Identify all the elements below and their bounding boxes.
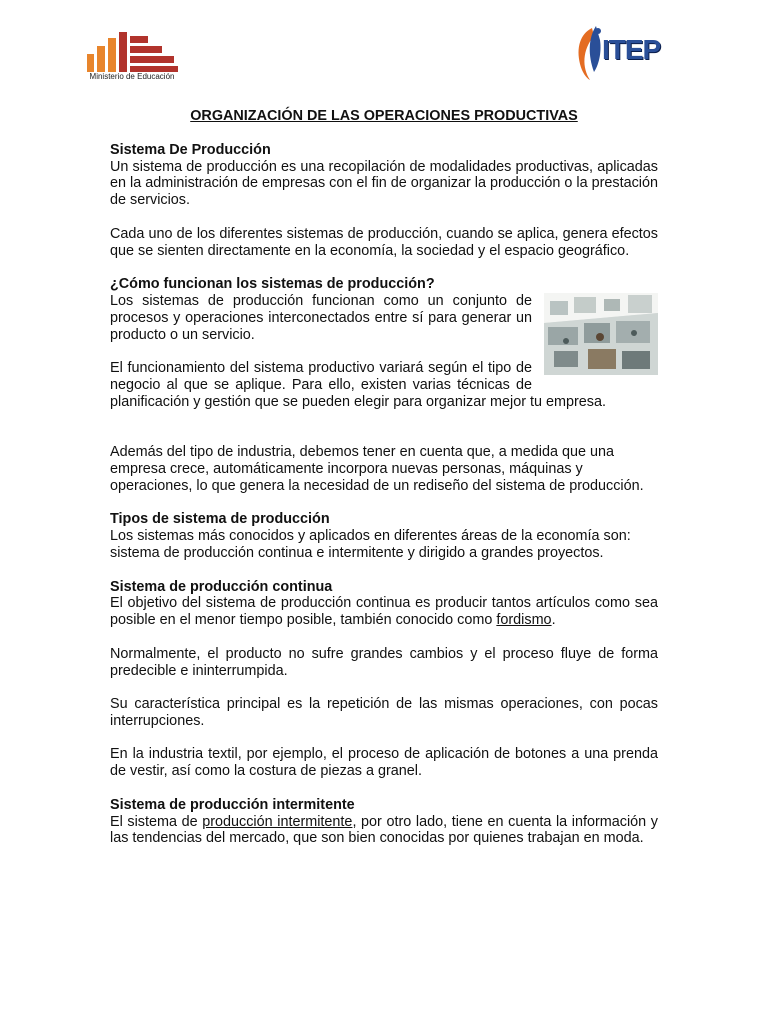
paragraph: En la industria textil, por ejemplo, el proceso de aplicación de botones a una prenda de vestir, así como la costura de piezas a granel.: [110, 746, 658, 780]
produccion-intermitente-link[interactable]: producción intermitente: [202, 813, 353, 830]
paragraph: Normalmente, el producto no sufre grandes cambios y el proceso fluye de forma predecible e ininterrumpida.: [110, 645, 658, 679]
paragraph: Un sistema de producción es una recopilación de modalidades productivas, aplicadas en la administración de empresas con el fin de organizar la producción o la prestación de servicios.: [110, 158, 658, 209]
heading-produccion-continua: Sistema de producción continua: [110, 578, 333, 595]
paragraph: Los sistemas de producción funcionan como un conjunto de procesos y operaciones interconectados entre sí para generar un producto o un servicio.: [110, 292, 532, 343]
paragraph: El objetivo del sistema de producción continua es producir tantos artículos como sea posible en el menor tiempo posible, también conocido como fordismo.: [110, 595, 658, 629]
heading-como-funcionan: ¿Cómo funcionan los sistemas de producción?: [110, 276, 435, 293]
heading-produccion-intermitente: Sistema de producción intermitente: [110, 796, 355, 813]
ministerio-caption: Ministerio de Educación: [89, 72, 175, 81]
paragraph: Los sistemas más conocidos y aplicados en diferentes áreas de la economía son: sistema de producción continua e intermitente y dirigido a grandes proyectos.: [110, 528, 631, 561]
document-title: ORGANIZACIÓN DE LAS OPERACIONES PRODUCTIVAS: [190, 108, 578, 124]
itep-wordmark: ITEP: [602, 34, 661, 65]
paragraph: El funcionamiento del sistema productivo variará según el tipo de negocio al que se aplique. Para ello, existen varias técnicas de planificación y gestión que se pueden elegir para organizar mejor tu empresa.: [110, 360, 606, 410]
heading-tipos-sistema: Tipos de sistema de producción: [110, 511, 330, 528]
paragraph: Cada uno de los diferentes sistemas de producción, cuando se aplica, genera efectos que se sienten directamente en la economía, la sociedad y el espacio geográfico.: [110, 225, 658, 259]
paragraph: Además del tipo de industria, debemos tener en cuenta que, a medida que una empresa crece, automáticamente incorpora nuevas personas, máquinas y operaciones, lo que genera la necesidad de un rediseño del sistema de producción.: [110, 444, 644, 494]
ministerio-bars-icon: [85, 32, 179, 72]
document-body: [110, 108, 658, 864]
paragraph: Su característica principal es la repetición de las mismas operaciones, con pocas interrupciones.: [110, 696, 658, 729]
paragraph: El sistema de producción intermitente, por otro lado, tiene en cuenta la información y las tendencias del mercado, que son bien conocidas por quienes trabajan en moda.: [110, 813, 658, 847]
ministerio-logo: [80, 30, 184, 86]
factory-floor-photo: [544, 293, 658, 375]
itep-logo: [572, 24, 664, 82]
fordismo-link[interactable]: fordismo: [496, 612, 552, 629]
heading-sistema-produccion: Sistema De Producción: [110, 141, 271, 158]
